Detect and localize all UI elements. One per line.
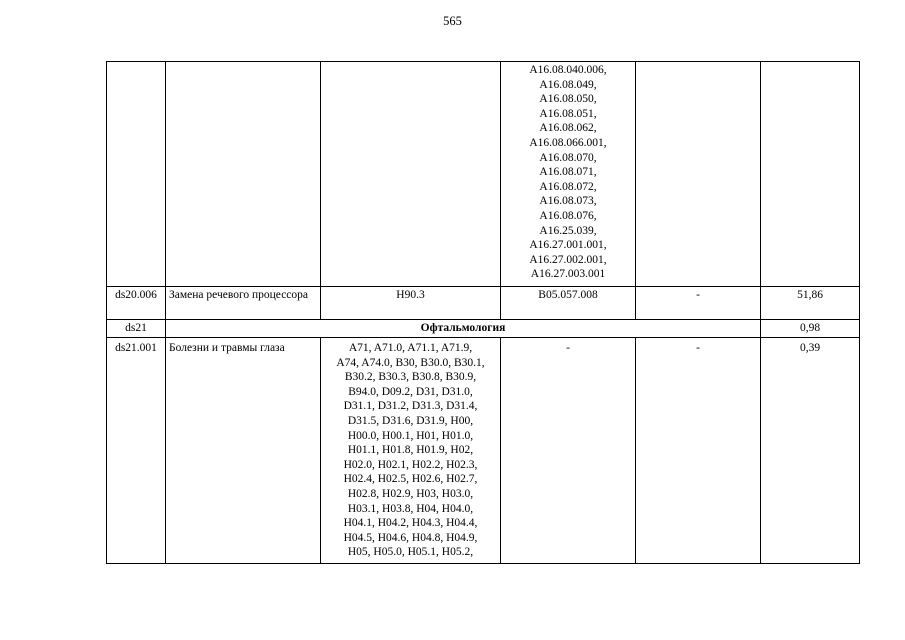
table-row-section: [107, 320, 860, 338]
cell-coef: [761, 62, 860, 287]
cell-other: -: [636, 287, 761, 320]
cell-mkb: H90.3: [321, 287, 501, 320]
cell-services: A16.08.040.006, A16.08.049, A16.08.050, A16.08.051, A16.08.062, A16.08.066.001, A16.08.070, A16.08.071, A16.08.072, A16.08.073, A16.08.076, A16.25.039, A16.27.001.001, A16.27.002.001, A16.27.003.001: [501, 62, 636, 287]
section-title: Офтальмология: [166, 320, 761, 338]
cell-code: ds21: [107, 320, 166, 338]
cell-code: [107, 62, 166, 287]
cell-name: [166, 62, 321, 287]
cell-coef: 0,98: [761, 320, 860, 338]
cell-code: ds21.001: [107, 338, 166, 564]
table-row: [107, 338, 860, 564]
cell-code: ds20.006: [107, 287, 166, 320]
table-row: [107, 62, 860, 287]
tariff-table: [106, 61, 860, 564]
cell-mkb: A71, A71.0, A71.1, A71.9, A74, A74.0, B30, B30.0, B30.1, B30.2, B30.3, B30.8, B30.9, B94.0, D09.2, D31, D31.0, D31.1, D31.2, D31.3, D31.4, D31.5, D31.6, D31.9, H00, H00.0, H00.1, H01, H01.0, H01.1, H01.8, H01.9, H02, H02.0, H02.1, H02.2, H02.3, H02.4, H02.5, H02.6, H02.7, H02.8, H02.9, H03, H03.0, H03.1, H03.8, H04, H04.0, H04.1, H04.2, H04.3, H04.4, H04.5, H04.6, H04.8, H04.9, H05, H05.0, H05.1, H05.2,: [321, 338, 501, 564]
cell-other: [636, 62, 761, 287]
cell-name: Замена речевого процессора: [166, 287, 321, 320]
page-number: 565: [443, 14, 462, 28]
cell-name: Болезни и травмы глаза: [166, 338, 321, 564]
cell-other: -: [636, 338, 761, 564]
cell-services: B05.057.008: [501, 287, 636, 320]
cell-coef: 51,86: [761, 287, 860, 320]
table-row: [107, 287, 860, 320]
cell-mkb: [321, 62, 501, 287]
cell-coef: 0,39: [761, 338, 860, 564]
cell-services: -: [501, 338, 636, 564]
